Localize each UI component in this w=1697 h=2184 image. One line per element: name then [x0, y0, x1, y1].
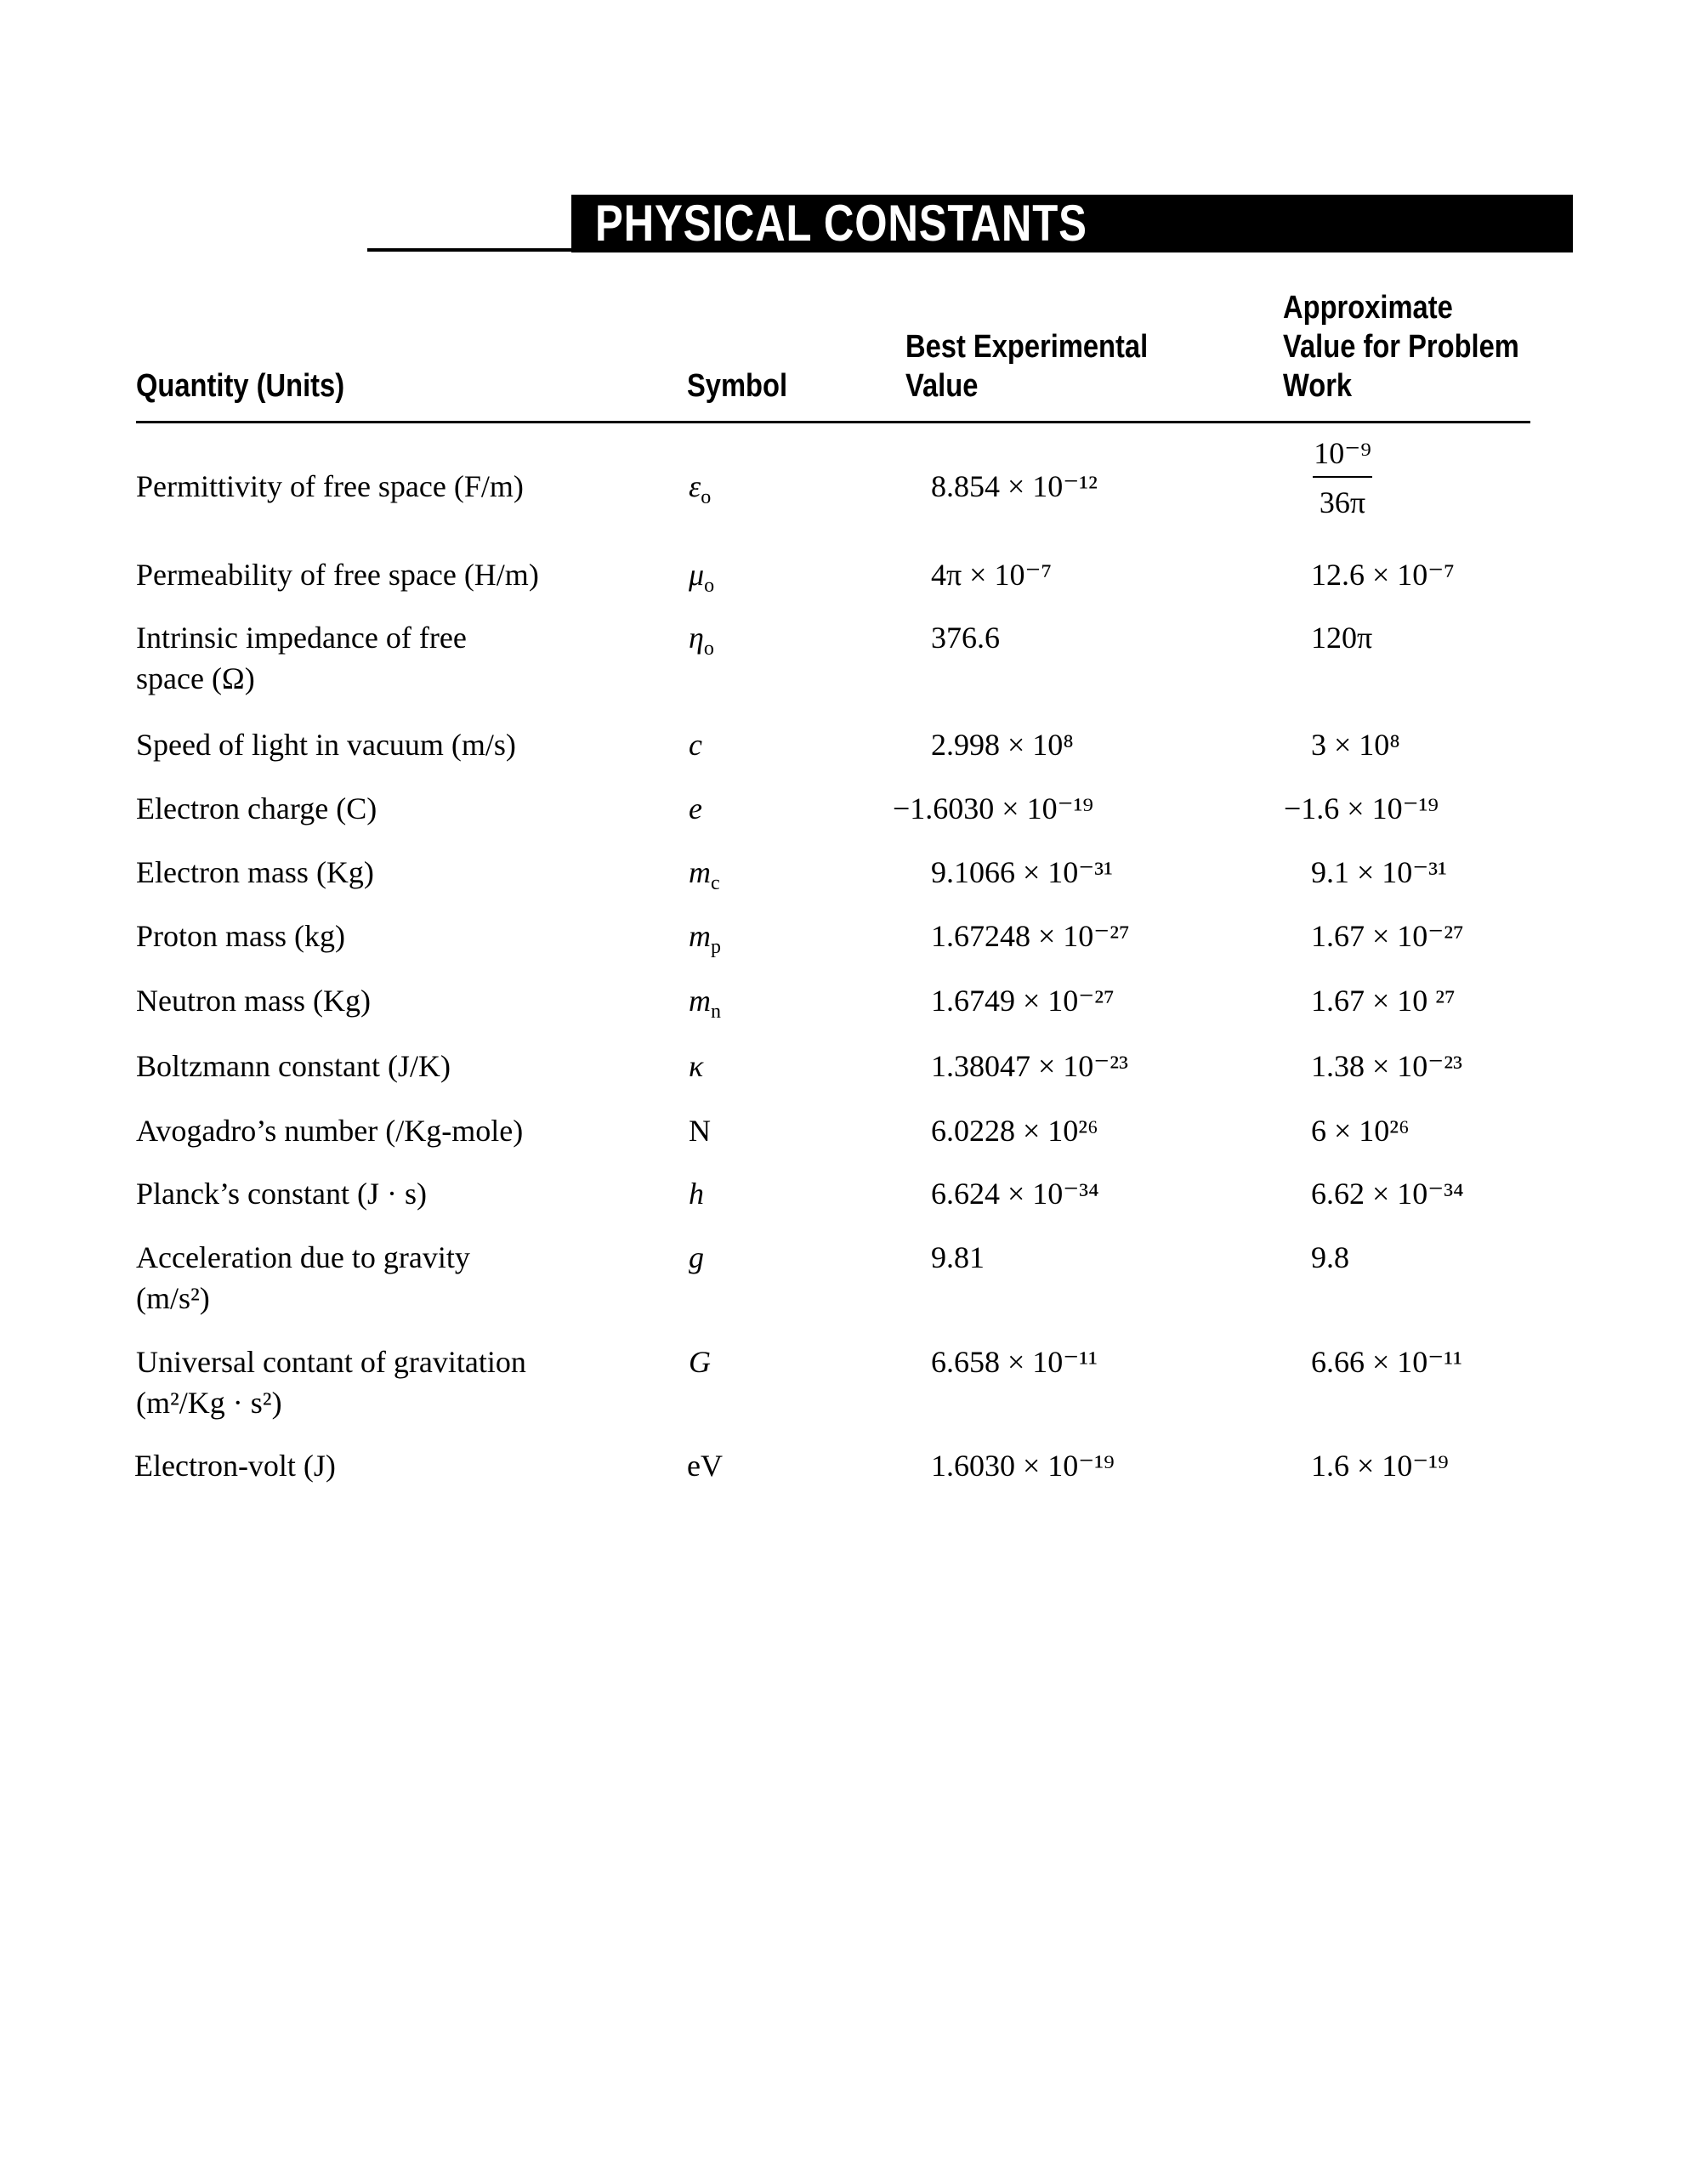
- quantity-line1: Acceleration due to gravity: [136, 1240, 470, 1274]
- symbol-cell: $\eta_o$: [689, 621, 714, 661]
- symbol-cell: G: [689, 1345, 711, 1379]
- header-best-line2: Value: [905, 368, 979, 404]
- best-value-cell: 8.854 × 10⁻¹²: [931, 469, 1098, 503]
- header-best-line1: Best Experimental: [905, 329, 1149, 365]
- quantity-line1: Universal contant of gravitation: [136, 1345, 526, 1379]
- quantity-cell: Planck’s constant (J · s): [136, 1177, 427, 1211]
- best-value-cell: 1.38047 × 10⁻²³: [931, 1049, 1128, 1083]
- approx-value-cell: 1.38 × 10⁻²³: [1311, 1049, 1462, 1083]
- best-value-cell: 2.998 × 10⁸: [931, 728, 1074, 762]
- best-value-cell: 1.67248 × 10⁻²⁷: [931, 919, 1130, 953]
- approx-value-cell: 1.6 × 10⁻¹⁹: [1311, 1449, 1449, 1483]
- quantity-cell: Electron charge (C): [136, 791, 377, 825]
- approx-value-cell: 1.67 × 10⁻²⁷: [1311, 919, 1464, 953]
- approx-value-cell: 9.1 × 10⁻³¹: [1311, 855, 1447, 889]
- header-approx-line3: Work: [1283, 368, 1353, 404]
- fraction-numerator: 10⁻⁹: [1314, 436, 1371, 470]
- best-value-cell: 376.6: [931, 621, 1000, 655]
- symbol-cell: $m_p$: [689, 919, 721, 959]
- quantity-cell: Electron mass (Kg): [136, 855, 374, 889]
- title-rule: [367, 248, 580, 252]
- best-value-cell: 1.6749 × 10⁻²⁷: [931, 984, 1115, 1018]
- approx-value-cell: −1.6 × 10⁻¹⁹: [1284, 791, 1439, 825]
- symbol-cell: g: [689, 1240, 704, 1274]
- header-divider: [136, 421, 1530, 423]
- symbol-cell: N: [689, 1114, 711, 1148]
- symbol-cell: $m_c$: [689, 855, 720, 895]
- header-best-value: [905, 327, 1148, 406]
- quantity-line2: (m/s²): [136, 1281, 210, 1315]
- symbol-cell: e: [689, 791, 702, 825]
- quantity-cell: [136, 1237, 470, 1319]
- best-value-cell: −1.6030 × 10⁻¹⁹: [893, 791, 1093, 825]
- best-value-cell: 6.658 × 10⁻¹¹: [931, 1345, 1098, 1379]
- symbol-cell: κ: [689, 1049, 704, 1083]
- approx-value-cell: 6.66 × 10⁻¹¹: [1311, 1345, 1462, 1379]
- best-value-cell: 1.6030 × 10⁻¹⁹: [931, 1449, 1115, 1483]
- symbol-cell: $m_n$: [689, 984, 721, 1024]
- header-approx-line2: Value for Problem: [1283, 329, 1519, 365]
- approx-value-fraction: [1313, 434, 1372, 522]
- approx-value-cell: 9.8: [1311, 1240, 1349, 1274]
- header-quantity-label: Quantity (Units): [136, 368, 345, 404]
- best-value-cell: 4π × 10⁻⁷: [931, 558, 1053, 592]
- quantity-cell: Electron-volt (J): [134, 1449, 336, 1483]
- best-value-cell: 6.0228 × 10²⁶: [931, 1114, 1098, 1148]
- quantity-cell: Boltzmann constant (J/K): [136, 1049, 451, 1083]
- header-quantity: [136, 366, 344, 406]
- best-value-cell: 9.81: [931, 1240, 985, 1274]
- fraction-denominator: 36π: [1319, 485, 1366, 519]
- approx-value-cell: 12.6 × 10⁻⁷: [1311, 558, 1455, 592]
- quantity-cell: [136, 617, 467, 699]
- best-value-cell: 6.624 × 10⁻³⁴: [931, 1177, 1099, 1211]
- header-symbol-label: Symbol: [687, 368, 788, 404]
- quantity-cell: Neutron mass (Kg): [136, 984, 371, 1018]
- quantity-cell: [136, 1342, 526, 1423]
- header-symbol: [687, 366, 787, 406]
- approx-value-cell: 6.62 × 10⁻³⁴: [1311, 1177, 1464, 1211]
- symbol-cell: c: [689, 728, 702, 762]
- quantity-cell: Proton mass (kg): [136, 919, 345, 953]
- fraction-bar: [1313, 476, 1372, 478]
- quantity-cell: Permittivity of free space (F/m): [136, 469, 524, 503]
- symbol-cell: h: [689, 1177, 704, 1211]
- best-value-cell: 9.1066 × 10⁻³¹: [931, 855, 1113, 889]
- quantity-line1: Intrinsic impedance of free: [136, 621, 467, 655]
- approx-value-cell: 6 × 10²⁶: [1311, 1114, 1410, 1148]
- approx-value-cell: 1.67 × 10 ²⁷: [1311, 984, 1456, 1018]
- approx-value-cell: 3 × 10⁸: [1311, 728, 1400, 762]
- symbol-cell: $\mu_o$: [689, 558, 715, 598]
- header-approx-line1: Approximate: [1283, 290, 1453, 326]
- symbol-cell: $\varepsilon_o$: [689, 469, 712, 509]
- symbol-cell: eV: [687, 1449, 723, 1483]
- header-approx-value: [1283, 288, 1519, 406]
- page-title: PHYSICAL CONSTANTS: [595, 195, 1087, 252]
- approx-value-cell: 120π: [1311, 621, 1373, 655]
- quantity-cell: Avogadro’s number (/Kg-mole): [136, 1114, 524, 1148]
- quantity-cell: Permeability of free space (H/m): [136, 558, 539, 592]
- quantity-line2: (m²/Kg · s²): [136, 1386, 282, 1420]
- quantity-line2: space (Ω): [136, 661, 255, 695]
- quantity-cell: Speed of light in vacuum (m/s): [136, 728, 516, 762]
